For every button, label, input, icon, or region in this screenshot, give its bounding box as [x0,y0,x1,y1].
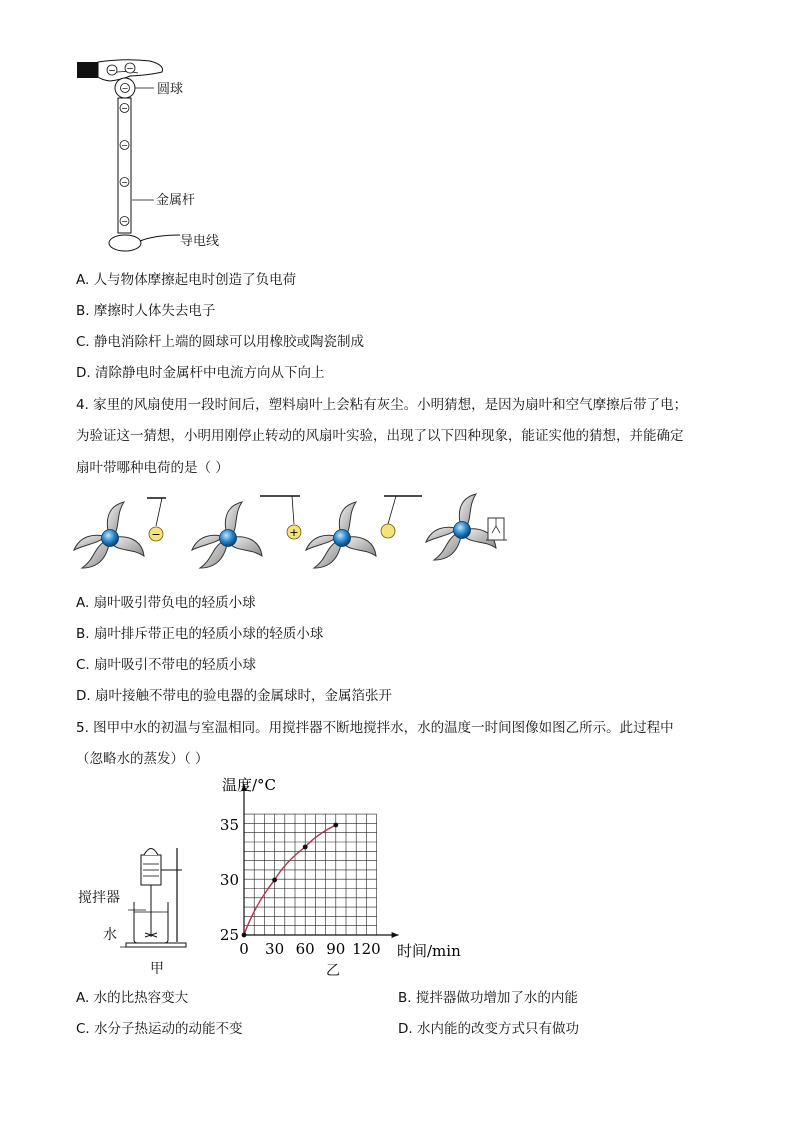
q5-option-b: B. 搅拌器做功增加了水的内能 [398,990,578,1006]
svg-text:−: − [121,141,128,150]
y-tick-label: 25 [219,926,239,944]
svg-text:−: − [121,178,128,187]
svg-text:−: − [126,64,134,75]
data-point [303,845,308,850]
figure-yi-caption: 乙 [326,963,340,979]
temperature-time-chart [210,772,480,982]
q5-stem-line-1: 5. 图甲中水的初温与室温相同。用搅拌器不断地搅拌水，水的温度一时间图像如图乙所示。此过程中 [76,720,674,736]
q3-option-d: D. 清除静电时金属杆中电流方向从下向上 [76,365,325,381]
ball-sign-negative: − [151,528,161,541]
data-point [333,823,338,828]
fan-experiment-figure [70,488,520,580]
svg-text:−: − [121,84,129,93]
x-tick-label: 60 [295,940,315,958]
data-point [272,878,277,883]
x-axis-label: 时间/min [397,942,461,960]
q4-option-a: A. 扇叶吸引带负电的轻质小球 [76,595,256,611]
svg-text:−: − [121,104,128,113]
y-tick-label: 30 [219,871,239,889]
q5-option-c: C. 水分子热运动的动能不变 [76,1021,243,1037]
x-tick-label: 30 [265,940,285,958]
temperature-curve [244,825,336,935]
q5-stem-line-2: （忽略水的蒸发）（ ） [76,751,209,767]
figure-jia-caption: 甲 [150,961,164,977]
q4-option-c: C. 扇叶吸引不带电的轻质小球 [76,657,257,673]
rod-label: 金属杆 [156,193,196,208]
x-tick-label: 90 [326,940,346,958]
q5-option-a: A. 水的比热容变大 [76,990,189,1006]
q4-stem-line-1: 4. 家里的风扇使用一段时间后，塑料扇叶上会粘有灰尘。小明猜想，是因为扇叶和空气摩擦后带了电； [76,397,688,413]
svg-text:−: − [108,66,116,77]
x-tick-label: 120 [352,940,381,958]
chart-grid [244,814,377,935]
ball-sign-positive: + [289,526,299,539]
q5-option-d: D. 水内能的改变方式只有做功 [398,1021,579,1037]
data-points [242,823,339,938]
x-tick-label: 0 [239,940,249,958]
wire-label: 导电线 [180,234,220,249]
data-point [242,933,247,938]
water-leader-line [120,934,140,938]
stirrer-leader-line [128,897,148,901]
q4-stem-line-2: 为验证这一猜想，小明用刚停止转动的风扇叶实验，出现了以下四种现象，能证实他的猜想，并能确定 [76,428,684,444]
q3-option-c: C. 静电消除杆上端的圆球可以用橡胶或陶瓷制成 [76,334,365,350]
y-axis-label: 温度/°C [222,776,277,794]
y-tick-label: 35 [219,816,239,834]
svg-text:−: − [121,217,128,226]
q3-option-b: B. 摩擦时人体失去电子 [76,303,216,319]
q4-option-d: D. 扇叶接触不带电的验电器的金属球时，金属箔张开 [76,688,392,704]
x-axis-arrow [392,932,399,938]
water-label: 水 [103,927,117,943]
ball-label: 圆球 [157,82,184,97]
stirrer-label: 搅拌器 [78,890,120,906]
q4-stem-line-3: 扇叶带哪种电荷的是（ ） [76,460,229,476]
q3-option-a: A. 人与物体摩擦起电时创造了负电荷 [76,272,297,288]
q4-option-b: B. 扇叶排斥带正电的轻质小球的轻质小球 [76,626,324,642]
